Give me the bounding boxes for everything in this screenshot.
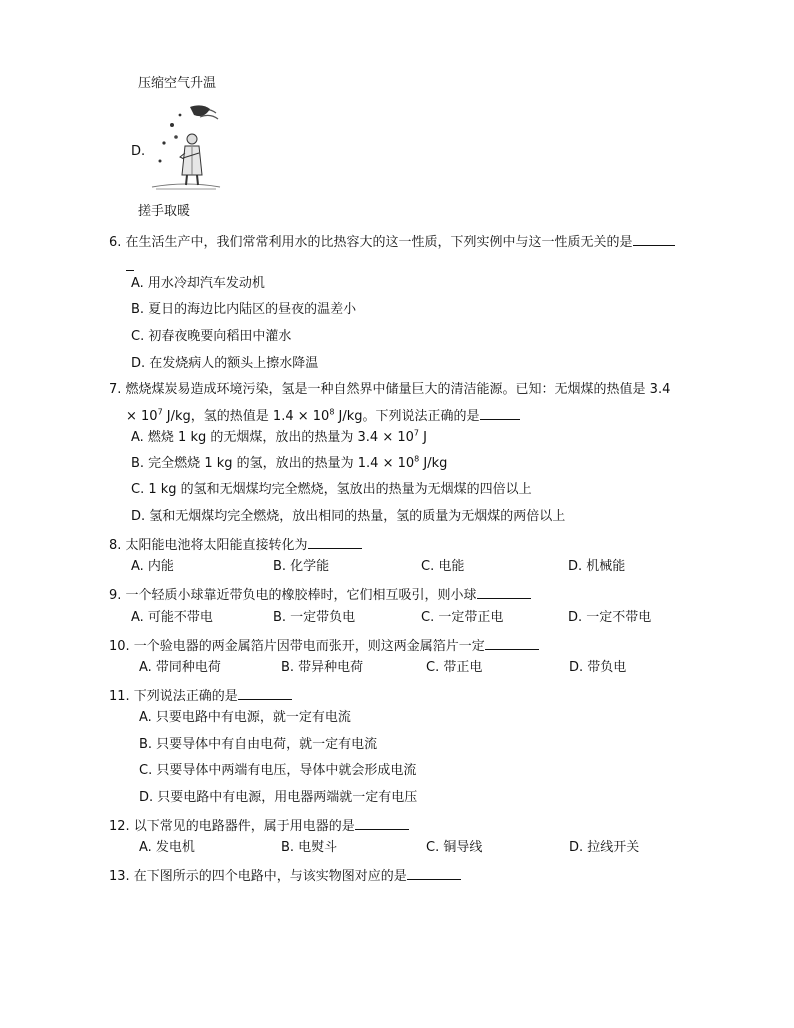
question-8-stem: 8. 太阳能电池将太阳能直接转化为 [109, 535, 362, 554]
answer-blank [238, 686, 292, 700]
question-6-stem [109, 232, 675, 251]
answer-blank [485, 636, 539, 650]
question-7-option-a: A. 燃烧 1 kg 的无烟煤，放出的热量为 $3.4 \times 10^7$ J [131, 428, 427, 445]
question-12-option-d: D. 拉线开关 [569, 840, 640, 855]
question-7-option-c: C. 1 kg 的氢和无烟煤均完全燃烧，氢放出的热量为无烟煤的四倍以上 [131, 482, 532, 497]
question-8-option-a: A. 内能 [131, 559, 174, 574]
question-6-text: 6. 在生活生产中，我们常常利用水的比热容大的这一性质，下列实例中与这一性质无关的是 [109, 235, 633, 250]
question-9-option-c: C. 一定带正电 [421, 610, 504, 625]
question-9-option-d: D. 一定不带电 [568, 610, 652, 625]
question-9-option-a: A. 可能不带电 [131, 610, 213, 625]
answer-blank [633, 232, 675, 246]
question-10-option-c: C. 带正电 [426, 660, 483, 675]
question-7-line-2: × $10^7$ J/kg，氢的热值是 $1.4 \times 10^8$ J/kg。下列说法正确的是 [126, 406, 520, 425]
question-9-option-b: B. 一定带负电 [273, 610, 356, 625]
answer-blank [407, 866, 461, 880]
question-11-option-d: D. 只要电路中有电源，用电器两端就一定有电压 [139, 790, 418, 805]
question-12-stem: 12. 以下常见的电路器件，属于用电器的是 [109, 816, 409, 835]
question-10-stem: 10. 一个验电器的两金属箔片因带电而张开，则这两金属箔片一定 [109, 636, 539, 655]
question-11-option-a: A. 只要电路中有电源，就一定有电流 [139, 710, 351, 725]
rubbing-hands-illustration [150, 103, 222, 191]
question-12-option-b: B. 电熨斗 [281, 840, 338, 855]
answer-blank [308, 535, 362, 549]
answer-blank [480, 406, 520, 420]
question-6-option-c: C. 初春夜晚要向稻田中灌水 [131, 329, 292, 344]
answer-blank [477, 585, 531, 599]
question-7-option-b: B. 完全燃烧 1 kg 的氢，放出的热量为 $1.4 \times 10^8$ J/kg [131, 454, 448, 471]
question-11-option-c: C. 只要导体中两端有电压，导体中就会形成电流 [139, 763, 417, 778]
question-8-option-d: D. 机械能 [568, 559, 626, 574]
question-6-option-b: B. 夏日的海边比内陆区的昼夜的温差小 [131, 302, 357, 317]
option-d-caption: 搓手取暖 [138, 204, 191, 219]
question-6-option-a: A. 用水冷却汽车发动机 [131, 276, 265, 291]
question-6-blank-continuation [126, 257, 134, 276]
question-10-option-b: B. 带异种电荷 [281, 660, 364, 675]
question-12-option-a: A. 发电机 [139, 840, 195, 855]
question-8-option-b: B. 化学能 [273, 559, 330, 574]
option-c-caption: 压缩空气升温 [138, 76, 217, 91]
answer-blank [355, 816, 409, 830]
option-d-letter: D. [131, 144, 146, 159]
question-8-option-c: C. 电能 [421, 559, 465, 574]
question-6-option-d: D. 在发烧病人的额头上擦水降温 [131, 356, 319, 371]
question-10-option-a: A. 带同种电荷 [139, 660, 221, 675]
question-9-stem: 9. 一个轻质小球靠近带负电的橡胶棒时，它们相互吸引，则小球 [109, 585, 531, 604]
question-7-line-1: 7. 燃烧煤炭易造成环境污染，氢是一种自然界中储量巨大的清洁能源。已知：无烟煤的热值是 3.4 [109, 382, 671, 397]
question-11-option-b: B. 只要导体中有自由电荷，就一定有电流 [139, 737, 378, 752]
question-13-stem: 13. 在下图所示的四个电路中，与该实物图对应的是 [109, 866, 461, 885]
question-11-stem: 11. 下列说法正确的是 [109, 686, 292, 705]
question-10-option-d: D. 带负电 [569, 660, 627, 675]
question-7-option-d: D. 氢和无烟煤均完全燃烧，放出相同的热量，氢的质量为无烟煤的两倍以上 [131, 509, 566, 524]
question-12-option-c: C. 铜导线 [426, 840, 483, 855]
